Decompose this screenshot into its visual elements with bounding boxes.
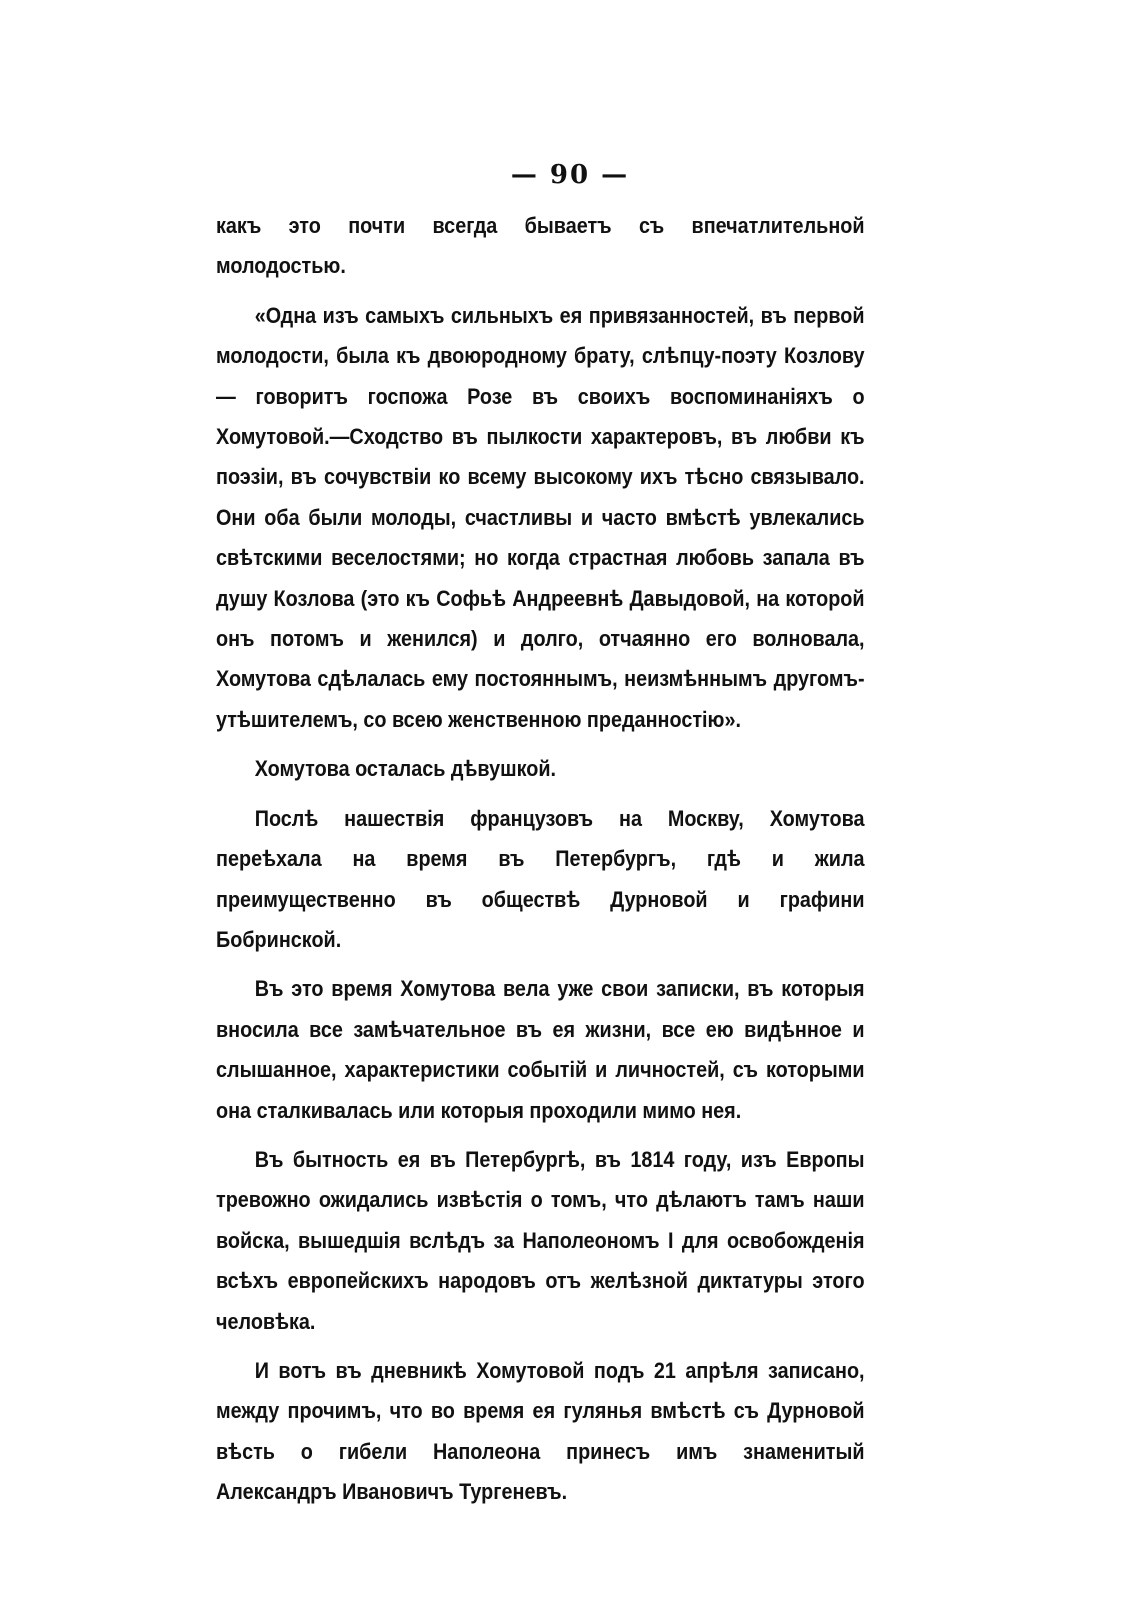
paragraph-remained-unmarried: Хомутова осталась дѣвушкой. [254,756,557,782]
paragraph-continuation: какъ это почти всегда бываетъ съ впечатлительной молодостью. [216,213,865,279]
body-text [216,206,865,1522]
paragraph-diary-entry: И вотъ въ дневникѣ Хомутовой подъ 21 апрѣля записано, между прочимъ, что во время ея гулянья вмѣстѣ съ Дурновой вѣсть о гибели Наполеона принесъ имъ знаменитый Александръ Ивановичъ Тургеневъ. [216,1357,865,1505]
paragraph-diary-notes: Въ это время Хомутова вела уже свои записки, въ которыя вносила все замѣчательное въ ея жизни, все ею видѣнное и слышанное, характеристики событій и личностей, съ которыми она сталкивалась или которыя проходили мимо нея. [216,976,865,1123]
paragraph-1814-news: Въ бытность ея въ Петербургѣ, въ 1814 году, изъ Европы тревожно ожидались извѣстія о томъ, что дѣлаютъ тамъ наши войска, вышедшія вслѣдъ за Наполеономъ I для освобожденія всѣхъ европейскихъ народовъ отъ желѣзной диктатуры этого человѣка. [216,1146,865,1334]
paragraph-quote-rose: «Одна изъ самыхъ сильныхъ ея привязанностей, въ первой молодости, была къ двоюродному брату, слѣпцу-поэту Козлову — говоритъ госпожа Розе въ своихъ воспоминаніяхъ о Хомутовой.—Сходство въ пылкости характеровъ, въ любви къ поэзіи, въ сочувствіи ко всему высокому ихъ тѣсно связывало. Они оба были молоды, счастливы и часто вмѣстѣ увлекались свѣтскими веселостями; но когда страстная любовь запала въ душу Козлова (это къ Софьѣ Андреевнѣ Давыдовой, на которой онъ потомъ и женился) и долго, отчаянно его волновала, Хомутова сдѣлалась ему постояннымъ, неизмѣннымъ другомъ-утѣшителемъ, со всею женственною преданностію». [216,302,865,732]
page-number: — 90 — [510,160,630,190]
paragraph-move-to-petersburg: Послѣ нашествія французовъ на Москву, Хомутова переѣхала на время въ Петербургъ, гдѣ и жила преимущественно въ обществѣ Дурновой и графини Бобринской. [216,805,865,952]
